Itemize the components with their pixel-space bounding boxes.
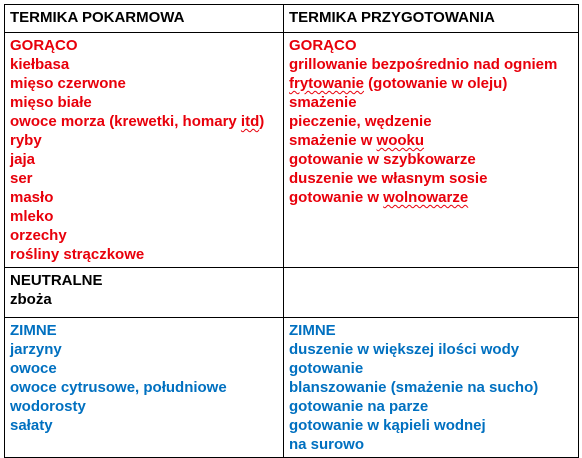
cold-foods-cell: [5, 318, 284, 458]
header-row: [5, 5, 579, 33]
cold-prep-item: gotowanie na parze: [289, 398, 429, 415]
hot-food-item: jaja: [10, 151, 36, 168]
cold-prep-cell: [284, 318, 579, 458]
hot-food-item: mięso czerwone: [10, 75, 126, 92]
cold-food-item: sałaty: [10, 417, 53, 434]
hot-prep-item: [289, 74, 573, 93]
spellcheck-underlined-word: wooku: [376, 132, 425, 149]
neutral-foods-cell: [5, 268, 284, 318]
hot-prep-item: [289, 131, 573, 150]
hot-food-item: ser: [10, 170, 33, 187]
cold-foods-title: ZIMNE: [10, 322, 57, 339]
hot-prep-item-suffix: (gotowanie w oleju): [364, 75, 508, 92]
hot-food-item-text: owoce morza (krewetki, homary: [10, 113, 241, 130]
hot-prep-item: [289, 188, 573, 207]
cold-food-item: wodorosty: [10, 398, 86, 415]
header-food-thermal: TERMIKA POKARMOWA: [5, 5, 284, 33]
hot-food-item: orzechy: [10, 227, 67, 244]
cold-food-item: owoce: [10, 360, 57, 377]
header-prep-thermal: TERMIKA PRZYGOTOWANIA: [284, 5, 579, 33]
hot-prep-item: pieczenie, wędzenie: [289, 113, 432, 130]
cold-prep-item: blanszowanie (smażenie na sucho): [289, 379, 539, 396]
hot-food-item: [10, 112, 278, 131]
spellcheck-underlined-word: wolnowarze: [383, 189, 469, 206]
hot-foods-title: GORĄCO: [10, 37, 78, 54]
hot-food-item: ryby: [10, 132, 42, 149]
cold-food-item: owoce cytrusowe, południowe: [10, 379, 227, 396]
hot-prep-item: gotowanie w szybkowarze: [289, 151, 476, 168]
hot-prep-cell: [284, 33, 579, 268]
neutral-foods-title: NEUTRALNE: [10, 272, 103, 289]
cold-food-item: jarzyny: [10, 341, 62, 358]
hot-foods-cell: [5, 33, 284, 268]
neutral-prep-cell-empty: [284, 268, 579, 318]
neutral-food-item: zboża: [10, 291, 52, 308]
spellcheck-underlined-word: frytowanie: [289, 75, 365, 92]
hot-prep-title: GORĄCO: [289, 37, 357, 54]
neutral-row: [5, 268, 579, 318]
hot-prep-item: smażenie: [289, 94, 357, 111]
cold-prep-item: na surowo: [289, 436, 365, 453]
cold-prep-item: gotowanie: [289, 360, 364, 377]
hot-row: [5, 33, 579, 268]
cold-prep-title: ZIMNE: [289, 322, 336, 339]
hot-prep-item-text: gotowanie w: [289, 189, 384, 206]
hot-food-item: mleko: [10, 208, 54, 225]
spellcheck-underlined-word: itd: [240, 113, 260, 130]
hot-food-item: masło: [10, 189, 54, 206]
cold-prep-item: duszenie w większej ilości wody: [289, 341, 520, 358]
hot-prep-item: duszenie we własnym sosie: [289, 170, 488, 187]
hot-food-item: mięso białe: [10, 94, 92, 111]
cold-row: [5, 318, 579, 458]
hot-prep-item: grillowanie bezpośrednio nad ogniem: [289, 56, 558, 73]
thermal-table: [4, 4, 579, 458]
hot-food-item: rośliny strączkowe: [10, 246, 145, 263]
hot-prep-item-text: smażenie w: [289, 132, 377, 149]
hot-food-item: kiełbasa: [10, 56, 70, 73]
hot-food-item-suffix: ): [259, 113, 265, 130]
cold-prep-item: gotowanie w kąpieli wodnej: [289, 417, 486, 434]
